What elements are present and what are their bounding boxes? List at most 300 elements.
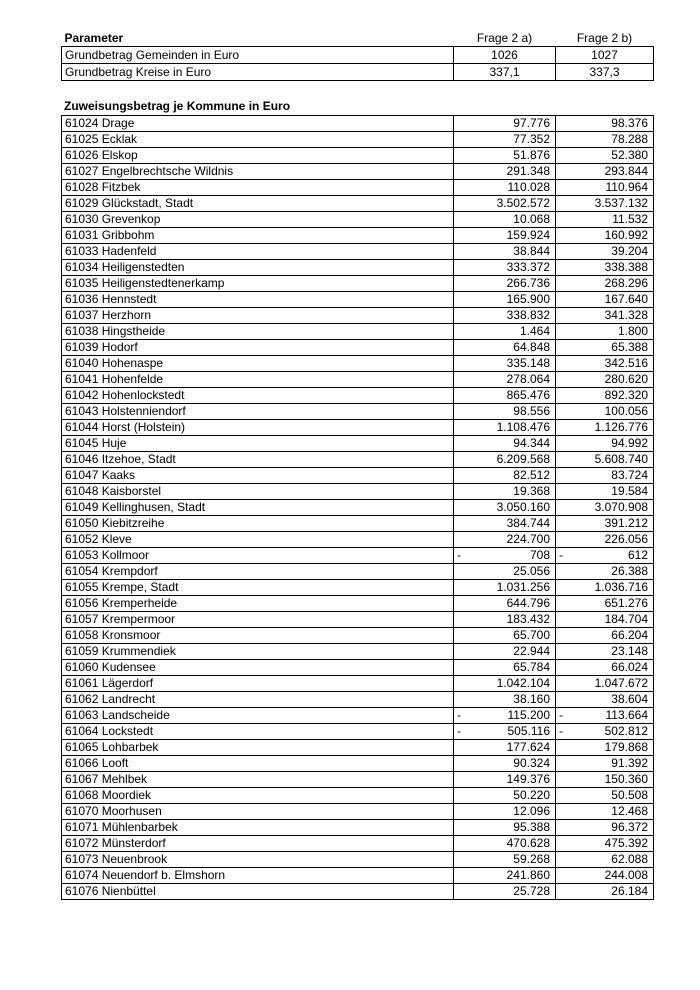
municipality-name: 61062 Landrecht [62, 692, 454, 708]
value-frage-2b [556, 708, 654, 724]
table-row [62, 788, 654, 804]
value-frage-2a [454, 180, 556, 196]
value-frage-2b [556, 276, 654, 292]
parameter-value-a: 1026 [454, 47, 556, 64]
table-row [62, 260, 654, 276]
table-row [62, 324, 654, 340]
amount: 184.704 [604, 612, 648, 626]
amount: 62.088 [611, 852, 648, 866]
value-frage-2b [556, 228, 654, 244]
amount: 50.508 [611, 788, 648, 802]
amount: 19.584 [611, 484, 648, 498]
amount: 50.220 [513, 788, 550, 802]
value-frage-2b [556, 548, 654, 564]
amount: 335.148 [506, 356, 550, 370]
municipality-name: 61043 Holstenniendorf [62, 404, 454, 420]
amount: 110.964 [605, 180, 648, 194]
amount: 66.204 [611, 628, 648, 642]
table-row [62, 692, 654, 708]
table-row [62, 756, 654, 772]
value-frage-2b [556, 116, 654, 132]
municipality-name: 61037 Herzhorn [62, 308, 454, 324]
value-frage-2b [556, 820, 654, 836]
amount: 266.736 [506, 276, 550, 290]
parameter-label: Grundbetrag Kreise in Euro [62, 64, 454, 81]
municipality-name: 61035 Heiligenstedtenerkamp [62, 276, 454, 292]
amount: 338.832 [506, 308, 550, 322]
amount: 159.924 [506, 228, 550, 242]
amount: 3.050.160 [496, 500, 550, 514]
allocation-table [61, 115, 654, 900]
value-frage-2a [454, 836, 556, 852]
table-row [62, 452, 654, 468]
value-frage-2a [454, 692, 556, 708]
value-frage-2a [454, 468, 556, 484]
table-row [62, 772, 654, 788]
amount: 3.537.132 [594, 196, 648, 210]
table-row [62, 836, 654, 852]
table-row [62, 228, 654, 244]
municipality-name: 61070 Moorhusen [62, 804, 454, 820]
municipality-name: 61066 Looft [62, 756, 454, 772]
value-frage-2a [454, 276, 556, 292]
municipality-name: 61073 Neuenbrook [62, 852, 454, 868]
value-frage-2a [454, 324, 556, 340]
value-frage-2b [556, 468, 654, 484]
value-frage-2b [556, 692, 654, 708]
amount: 1.042.104 [496, 676, 550, 690]
municipality-name: 61068 Moordiek [62, 788, 454, 804]
table-row [62, 676, 654, 692]
value-frage-2b [556, 148, 654, 164]
table-row [62, 132, 654, 148]
amount: 224.700 [506, 532, 550, 546]
table-row [62, 548, 654, 564]
municipality-name: 61038 Hingstheide [62, 324, 454, 340]
amount: 25.056 [513, 564, 550, 578]
amount: 268.296 [604, 276, 648, 290]
value-frage-2b [556, 164, 654, 180]
amount: 1.108.476 [496, 420, 550, 434]
table-row [62, 340, 654, 356]
table-row [62, 404, 654, 420]
amount: 26.388 [611, 564, 648, 578]
parameter-value-b: 337,3 [556, 64, 654, 81]
negative-sign: - [559, 548, 563, 562]
municipality-name: 61052 Kleve [62, 532, 454, 548]
amount: 177.624 [506, 740, 550, 754]
municipality-name: 61063 Landscheide [62, 708, 454, 724]
value-frage-2a [454, 804, 556, 820]
value-frage-2b [556, 420, 654, 436]
amount: 183.432 [506, 612, 550, 626]
municipality-name: 61027 Engelbrechtsche Wildnis [62, 164, 454, 180]
value-frage-2b [556, 836, 654, 852]
amount: 10.068 [513, 212, 550, 226]
table-row [62, 804, 654, 820]
value-frage-2b [556, 436, 654, 452]
table-row [62, 164, 654, 180]
table-row [62, 484, 654, 500]
value-frage-2a [454, 596, 556, 612]
value-frage-2a [454, 292, 556, 308]
amount: 1.031.256 [496, 580, 550, 594]
municipality-name: 61057 Krempermoor [62, 612, 454, 628]
amount: 83.724 [611, 468, 648, 482]
parameter-value-a: 337,1 [454, 64, 556, 81]
amount: 391.212 [604, 516, 648, 530]
value-frage-2b [556, 452, 654, 468]
municipality-name: 61065 Lohbarbek [62, 740, 454, 756]
value-frage-2b [556, 756, 654, 772]
value-frage-2a [454, 228, 556, 244]
value-frage-2b [556, 388, 654, 404]
table-row [62, 628, 654, 644]
amount: 244.008 [604, 868, 648, 882]
amount: 98.556 [513, 404, 550, 418]
municipality-name: 61071 Mühlenbarbek [62, 820, 454, 836]
table-row [62, 180, 654, 196]
value-frage-2a [454, 724, 556, 740]
amount: 38.844 [513, 244, 550, 258]
value-frage-2a [454, 756, 556, 772]
municipality-name: 61054 Krempdorf [62, 564, 454, 580]
value-frage-2b [556, 644, 654, 660]
amount: 612 [627, 548, 648, 562]
value-frage-2b [556, 628, 654, 644]
amount: 165.900 [506, 292, 550, 306]
municipality-name: 61039 Hodorf [62, 340, 454, 356]
amount: 160.992 [604, 228, 648, 242]
amount: 26.184 [611, 884, 648, 898]
value-frage-2a [454, 356, 556, 372]
table-row [62, 740, 654, 756]
value-frage-2b [556, 740, 654, 756]
amount: 94.344 [513, 436, 550, 450]
amount: 3.502.572 [496, 196, 550, 210]
amount: 66.024 [611, 660, 648, 674]
table-row [62, 564, 654, 580]
value-frage-2a [454, 212, 556, 228]
amount: 96.372 [611, 820, 648, 834]
table-row [62, 868, 654, 884]
table-row [62, 436, 654, 452]
municipality-name: 61074 Neuendorf b. Elmshorn [62, 868, 454, 884]
amount: 651.276 [604, 596, 648, 610]
negative-sign: - [559, 724, 563, 738]
value-frage-2a [454, 628, 556, 644]
value-frage-2b [556, 132, 654, 148]
amount: 505.116 [507, 724, 550, 738]
value-frage-2a [454, 404, 556, 420]
value-frage-2a [454, 708, 556, 724]
value-frage-2b [556, 500, 654, 516]
frage-2a-header: Frage 2 a) [476, 31, 533, 45]
value-frage-2a [454, 484, 556, 500]
amount: 51.876 [513, 148, 550, 162]
amount: 78.288 [611, 132, 648, 146]
value-frage-2b [556, 324, 654, 340]
negative-sign: - [457, 708, 461, 722]
municipality-name: 61033 Hadenfeld [62, 244, 454, 260]
value-frage-2b [556, 196, 654, 212]
negative-sign: - [457, 724, 461, 738]
amount: 1.047.672 [594, 676, 648, 690]
value-frage-2a [454, 884, 556, 900]
municipality-name: 61059 Krummendiek [62, 644, 454, 660]
value-frage-2a [454, 676, 556, 692]
table-row [62, 708, 654, 724]
amount: 95.388 [513, 820, 550, 834]
document-page [61, 30, 653, 900]
value-frage-2a [454, 788, 556, 804]
value-frage-2a [454, 148, 556, 164]
value-frage-2b [556, 516, 654, 532]
amount: 179.868 [604, 740, 648, 754]
table-row [62, 532, 654, 548]
municipality-name: 61067 Mehlbek [62, 772, 454, 788]
value-frage-2b [556, 212, 654, 228]
municipality-name: 61046 Itzehoe, Stadt [62, 452, 454, 468]
value-frage-2a [454, 340, 556, 356]
amount: 226.056 [604, 532, 648, 546]
table-row [62, 116, 654, 132]
amount: 23.148 [611, 644, 648, 658]
amount: 82.512 [513, 468, 550, 482]
amount: 39.204 [611, 244, 648, 258]
value-frage-2b [556, 804, 654, 820]
municipality-name: 61026 Elskop [62, 148, 454, 164]
amount: 113.664 [605, 708, 648, 722]
amount: 6.209.568 [496, 452, 550, 466]
value-frage-2a [454, 612, 556, 628]
amount: 278.064 [506, 372, 550, 386]
value-frage-2b [556, 884, 654, 900]
amount: 280.620 [604, 372, 648, 386]
value-frage-2a [454, 516, 556, 532]
municipality-name: 61049 Kellinghusen, Stadt [62, 500, 454, 516]
amount: 1.800 [617, 324, 648, 338]
amount: 708 [529, 548, 550, 562]
amount: 52.380 [611, 148, 648, 162]
value-frage-2b [556, 788, 654, 804]
value-frage-2b [556, 564, 654, 580]
table-row [62, 644, 654, 660]
amount: 644.796 [506, 596, 550, 610]
municipality-name: 61058 Kronsmoor [62, 628, 454, 644]
table-row [62, 500, 654, 516]
value-frage-2b [556, 356, 654, 372]
municipality-name: 61076 Nienbüttel [62, 884, 454, 900]
value-frage-2b [556, 308, 654, 324]
municipality-name: 61041 Hohenfelde [62, 372, 454, 388]
value-frage-2a [454, 548, 556, 564]
amount: 150.360 [604, 772, 648, 786]
value-frage-2a [454, 740, 556, 756]
amount: 342.516 [604, 356, 648, 370]
amount: 65.700 [513, 628, 550, 642]
value-frage-2b [556, 612, 654, 628]
amount: 1.126.776 [594, 420, 648, 434]
amount: 98.376 [611, 116, 648, 130]
value-frage-2a [454, 260, 556, 276]
section-title: Zuweisungsbetrag je Kommune in Euro [64, 99, 291, 113]
value-frage-2a [454, 372, 556, 388]
amount: 1.036.716 [594, 580, 648, 594]
municipality-name: 61025 Ecklak [62, 132, 454, 148]
value-frage-2b [556, 532, 654, 548]
value-frage-2a [454, 660, 556, 676]
value-frage-2b [556, 596, 654, 612]
value-frage-2b [556, 676, 654, 692]
amount: 12.468 [611, 804, 648, 818]
amount: 38.160 [513, 692, 550, 706]
amount: 19.368 [513, 484, 550, 498]
amount: 22.944 [513, 644, 550, 658]
negative-sign: - [559, 708, 563, 722]
amount: 502.812 [604, 724, 648, 738]
value-frage-2a [454, 132, 556, 148]
municipality-name: 61024 Drage [62, 116, 454, 132]
table-row [62, 244, 654, 260]
value-frage-2a [454, 644, 556, 660]
amount: 167.640 [604, 292, 648, 306]
negative-sign: - [457, 548, 461, 562]
amount: 384.744 [506, 516, 550, 530]
table-row [62, 468, 654, 484]
value-frage-2a [454, 196, 556, 212]
amount: 25.728 [513, 884, 550, 898]
value-frage-2b [556, 868, 654, 884]
parameter-row [62, 47, 654, 64]
municipality-name: 61040 Hohenaspe [62, 356, 454, 372]
municipality-name: 61055 Krempe, Stadt [62, 580, 454, 596]
value-frage-2a [454, 852, 556, 868]
amount: 59.268 [513, 852, 550, 866]
amount: 12.096 [513, 804, 550, 818]
value-frage-2b [556, 292, 654, 308]
value-frage-2a [454, 308, 556, 324]
amount: 293.844 [604, 164, 648, 178]
amount: 97.776 [513, 116, 550, 130]
municipality-name: 61042 Hohenlockstedt [62, 388, 454, 404]
municipality-name: 61061 Lägerdorf [62, 676, 454, 692]
table-row [62, 292, 654, 308]
municipality-name: 61036 Hennstedt [62, 292, 454, 308]
parameter-value-b: 1027 [556, 47, 654, 64]
amount: 470.628 [506, 836, 550, 850]
value-frage-2a [454, 420, 556, 436]
municipality-name: 61031 Gribbohm [62, 228, 454, 244]
value-frage-2b [556, 772, 654, 788]
amount: 100.056 [604, 404, 648, 418]
parameter-header: Parameter [64, 31, 124, 45]
table-row [62, 356, 654, 372]
table-row [62, 852, 654, 868]
value-frage-2b [556, 404, 654, 420]
value-frage-2b [556, 724, 654, 740]
amount: 5.608.740 [594, 452, 648, 466]
municipality-name: 61056 Kremperheide [62, 596, 454, 612]
amount: 65.784 [513, 660, 550, 674]
parameter-label: Grundbetrag Gemeinden in Euro [62, 47, 454, 64]
table-row [62, 820, 654, 836]
table-row [62, 516, 654, 532]
table-row [62, 724, 654, 740]
amount: 11.532 [612, 212, 648, 226]
amount: 1.464 [519, 324, 550, 338]
value-frage-2b [556, 260, 654, 276]
municipality-name: 61064 Lockstedt [62, 724, 454, 740]
amount: 333.372 [506, 260, 550, 274]
amount: 65.388 [611, 340, 648, 354]
amount: 77.352 [513, 132, 550, 146]
municipality-name: 61050 Kiebitzreihe [62, 516, 454, 532]
value-frage-2a [454, 868, 556, 884]
value-frage-2a [454, 820, 556, 836]
table-row [62, 420, 654, 436]
municipality-name: 61028 Fitzbek [62, 180, 454, 196]
table-row [62, 276, 654, 292]
table-row [62, 148, 654, 164]
value-frage-2b [556, 660, 654, 676]
amount: 149.376 [506, 772, 550, 786]
value-frage-2a [454, 580, 556, 596]
amount: 115.200 [507, 708, 550, 722]
value-frage-2a [454, 388, 556, 404]
amount: 241.860 [506, 868, 550, 882]
amount: 865.476 [506, 388, 550, 402]
amount: 338.388 [604, 260, 648, 274]
parameter-header-row [62, 30, 654, 47]
value-frage-2b [556, 340, 654, 356]
value-frage-2b [556, 484, 654, 500]
municipality-name: 61034 Heiligenstedten [62, 260, 454, 276]
amount: 475.392 [604, 836, 648, 850]
table-row [62, 660, 654, 676]
amount: 90.324 [513, 756, 550, 770]
amount: 64.848 [513, 340, 550, 354]
table-row [62, 372, 654, 388]
value-frage-2b [556, 244, 654, 260]
table-row [62, 212, 654, 228]
municipality-name: 61060 Kudensee [62, 660, 454, 676]
table-row [62, 612, 654, 628]
value-frage-2b [556, 372, 654, 388]
municipality-name: 61044 Horst (Holstein) [62, 420, 454, 436]
value-frage-2a [454, 452, 556, 468]
table-row [62, 580, 654, 596]
municipality-name: 61053 Kollmoor [62, 548, 454, 564]
value-frage-2b [556, 852, 654, 868]
table-row [62, 596, 654, 612]
value-frage-2a [454, 532, 556, 548]
parameter-row [62, 64, 654, 81]
frage-2b-header: Frage 2 b) [576, 31, 633, 45]
municipality-name: 61072 Münsterdorf [62, 836, 454, 852]
value-frage-2a [454, 772, 556, 788]
value-frage-2a [454, 564, 556, 580]
amount: 110.028 [507, 180, 550, 194]
amount: 291.348 [506, 164, 550, 178]
value-frage-2a [454, 436, 556, 452]
municipality-name: 61030 Grevenkop [62, 212, 454, 228]
amount: 94.992 [611, 436, 648, 450]
municipality-name: 61045 Huje [62, 436, 454, 452]
value-frage-2b [556, 180, 654, 196]
table-row [62, 308, 654, 324]
value-frage-2b [556, 580, 654, 596]
